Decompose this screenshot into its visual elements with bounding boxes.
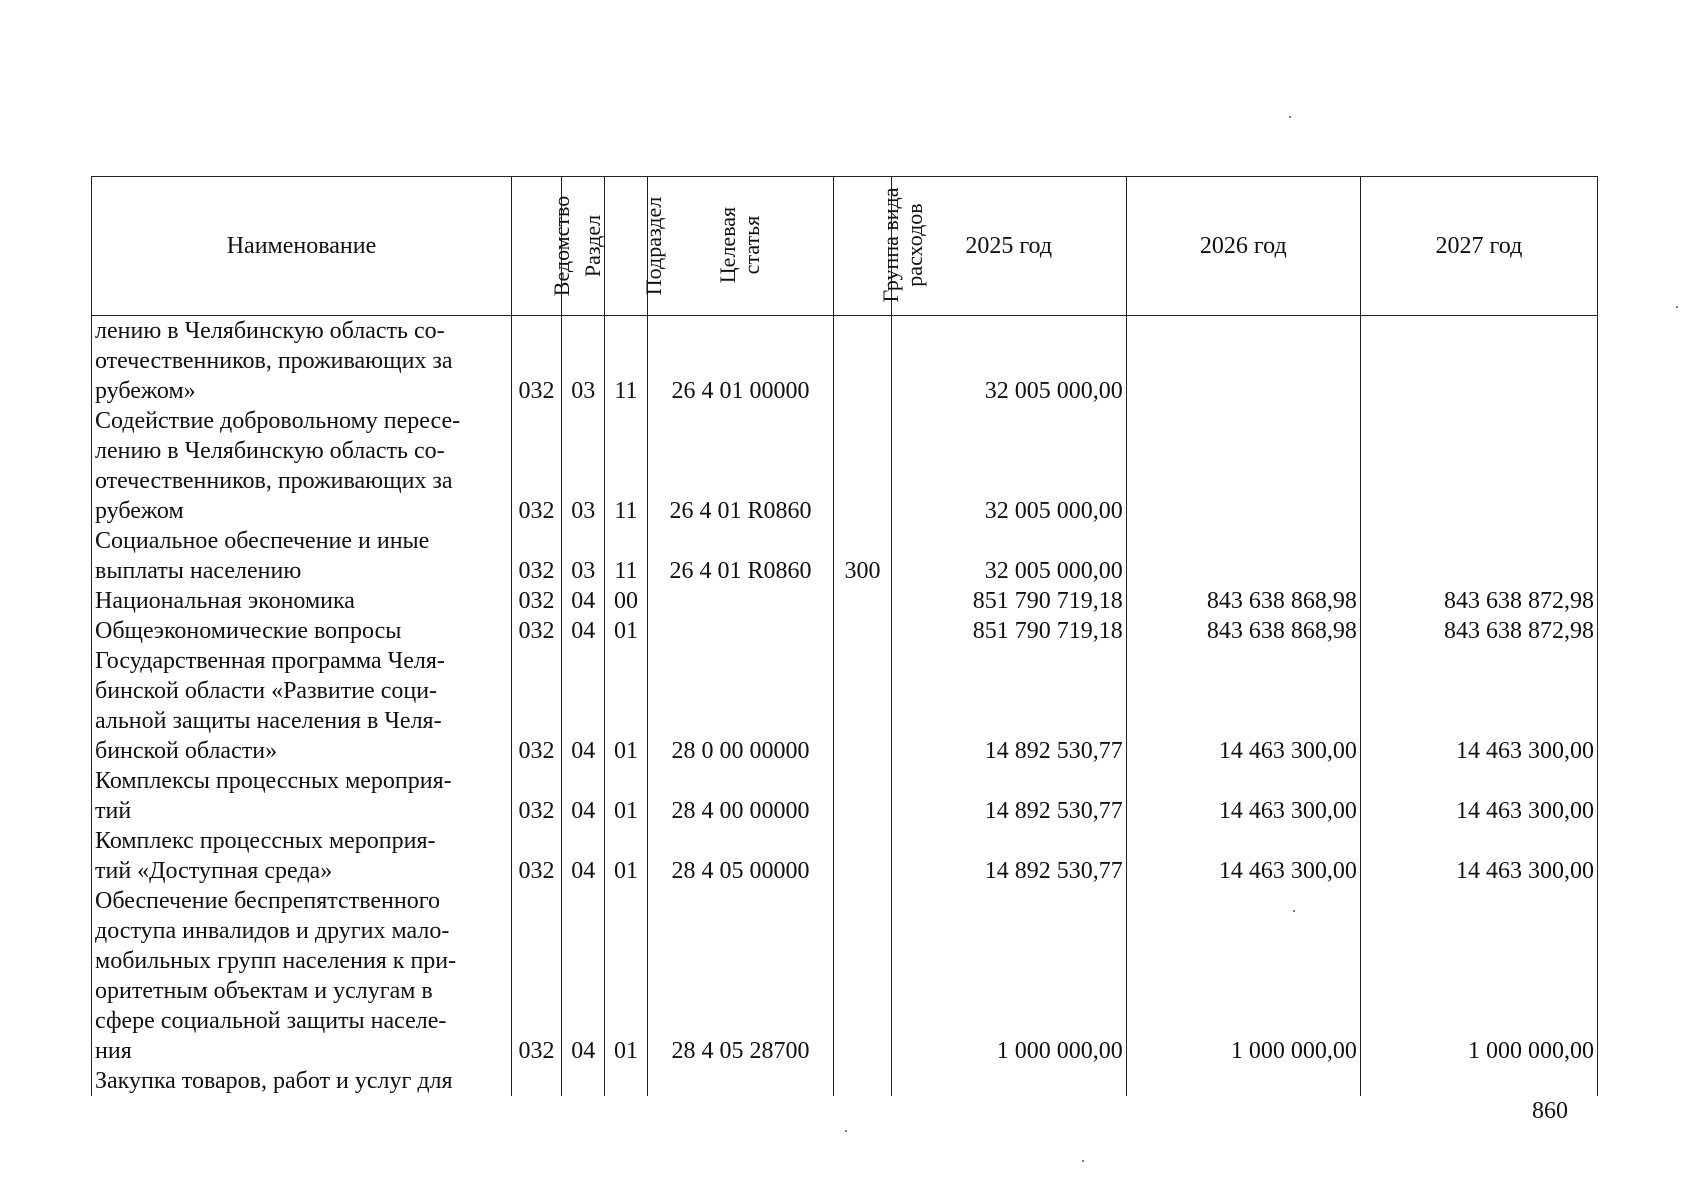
header-row (92, 177, 1598, 316)
cell-podrazdel: 11 (605, 406, 647, 526)
header-podrazdel: Подраздел (605, 177, 647, 316)
cell-target-article (647, 586, 834, 616)
table-row (92, 766, 1598, 826)
header-year-2025: 2025 год (891, 177, 1126, 316)
cell-podrazdel: 01 (605, 886, 647, 1066)
cell-vedomstvo: 032 (511, 316, 561, 407)
cell-target-article (647, 616, 834, 646)
cell-razdel: 03 (562, 406, 605, 526)
cell-2027 (1360, 316, 1597, 407)
cell-2025: 14 892 530,77 (891, 766, 1126, 826)
cell-razdel: 04 (562, 766, 605, 826)
cell-2026 (1126, 526, 1360, 586)
header-target-article: Целевая статья (647, 177, 834, 316)
cell-podrazdel: 00 (605, 586, 647, 616)
table-row (92, 646, 1598, 766)
table-row (92, 826, 1598, 886)
cell-2027: 1 000 000,00 (1360, 886, 1597, 1066)
cell-expense-group (834, 1066, 891, 1096)
cell-2026 (1126, 406, 1360, 526)
table-row (92, 586, 1598, 616)
cell-vedomstvo: 032 (511, 616, 561, 646)
header-name: Наименование (92, 177, 512, 316)
cell-vedomstvo: 032 (511, 586, 561, 616)
scan-speck (1082, 1160, 1084, 1162)
cell-target-article: 26 4 01 00000 (647, 316, 834, 407)
cell-razdel: 04 (562, 646, 605, 766)
header-year-2026: 2026 год (1126, 177, 1360, 316)
cell-expense-group (834, 886, 891, 1066)
cell-2026: 14 463 300,00 (1126, 646, 1360, 766)
cell-target-article: 28 4 00 00000 (647, 766, 834, 826)
cell-2026: 843 638 868,98 (1126, 616, 1360, 646)
cell-2027 (1360, 526, 1597, 586)
cell-2025: 851 790 719,18 (891, 586, 1126, 616)
cell-vedomstvo: 032 (511, 826, 561, 886)
cell-vedomstvo: 032 (511, 766, 561, 826)
scan-speck (845, 1130, 847, 1132)
cell-podrazdel (605, 1066, 647, 1096)
cell-2027: 843 638 872,98 (1360, 586, 1597, 616)
cell-2025: 32 005 000,00 (891, 526, 1126, 586)
table-row (92, 886, 1598, 1066)
cell-podrazdel: 01 (605, 616, 647, 646)
cell-2026: 843 638 868,98 (1126, 586, 1360, 616)
table-row (92, 616, 1598, 646)
cell-razdel: 04 (562, 586, 605, 616)
cell-target-article (647, 1066, 834, 1096)
scan-speck (1289, 116, 1291, 118)
cell-name: Комплексы процессных мероприя- тий (92, 766, 512, 826)
cell-razdel: 04 (562, 886, 605, 1066)
cell-razdel: 03 (562, 526, 605, 586)
cell-podrazdel: 11 (605, 316, 647, 407)
page-number: 860 (1532, 1098, 1568, 1124)
cell-expense-group (834, 766, 891, 826)
cell-razdel: 04 (562, 616, 605, 646)
cell-name: Государственная программа Челя- бинской области «Развитие соци- альной защиты населения в Челя- бинской области» (92, 646, 512, 766)
cell-expense-group (834, 646, 891, 766)
cell-2025: 32 005 000,00 (891, 406, 1126, 526)
cell-vedomstvo: 032 (511, 406, 561, 526)
cell-name: Национальная экономика (92, 586, 512, 616)
cell-2026: 14 463 300,00 (1126, 826, 1360, 886)
cell-target-article: 26 4 01 R0860 (647, 526, 834, 586)
cell-2027: 843 638 872,98 (1360, 616, 1597, 646)
cell-2025: 14 892 530,77 (891, 646, 1126, 766)
cell-2027: 14 463 300,00 (1360, 766, 1597, 826)
cell-name: Общеэкономические вопросы (92, 616, 512, 646)
header-year-2027: 2027 год (1360, 177, 1597, 316)
cell-name: Комплекс процессных мероприя- тий «Доступная среда» (92, 826, 512, 886)
cell-2026 (1126, 1066, 1360, 1096)
cell-2027: 14 463 300,00 (1360, 826, 1597, 886)
cell-name: лению в Челябинскую область со- отечественников, проживающих за рубежом» (92, 316, 512, 407)
scan-speck (1293, 910, 1295, 912)
cell-expense-group: 300 (834, 526, 891, 586)
cell-2026: 14 463 300,00 (1126, 766, 1360, 826)
cell-razdel (562, 1066, 605, 1096)
cell-target-article: 28 4 05 28700 (647, 886, 834, 1066)
cell-name: Обеспечение беспрепятственного доступа инвалидов и других мало- мобильных групп населения к при- оритетным объектам и услугам в сфере социальной защиты населе- ния (92, 886, 512, 1066)
cell-2026 (1126, 316, 1360, 407)
cell-podrazdel: 01 (605, 766, 647, 826)
table-row (92, 526, 1598, 586)
table-row (92, 406, 1598, 526)
cell-expense-group (834, 586, 891, 616)
cell-name: Социальное обеспечение и иные выплаты населению (92, 526, 512, 586)
scan-speck (1676, 306, 1678, 308)
cell-podrazdel: 01 (605, 646, 647, 766)
cell-2025: 851 790 719,18 (891, 616, 1126, 646)
cell-vedomstvo (511, 1066, 561, 1096)
cell-name: Содействие добровольному пересе- лению в Челябинскую область со- отечественников, проживающих за рубежом (92, 406, 512, 526)
cell-2025: 1 000 000,00 (891, 886, 1126, 1066)
cell-vedomstvo: 032 (511, 646, 561, 766)
cell-expense-group (834, 316, 891, 407)
table-body (92, 316, 1598, 1097)
cell-expense-group (834, 826, 891, 886)
cell-podrazdel: 11 (605, 526, 647, 586)
cell-razdel: 04 (562, 826, 605, 886)
cell-2027 (1360, 406, 1597, 526)
budget-table (91, 176, 1598, 1096)
cell-vedomstvo: 032 (511, 526, 561, 586)
cell-target-article: 26 4 01 R0860 (647, 406, 834, 526)
cell-target-article: 28 0 00 00000 (647, 646, 834, 766)
cell-expense-group (834, 406, 891, 526)
cell-2027 (1360, 1066, 1597, 1096)
table-row (92, 1066, 1598, 1096)
cell-target-article: 28 4 05 00000 (647, 826, 834, 886)
header-vedomstvo: Ведомство (511, 177, 561, 316)
header-razdel: Раздел (562, 177, 605, 316)
cell-podrazdel: 01 (605, 826, 647, 886)
cell-vedomstvo: 032 (511, 886, 561, 1066)
cell-razdel: 03 (562, 316, 605, 407)
cell-2025: 14 892 530,77 (891, 826, 1126, 886)
cell-2025: 32 005 000,00 (891, 316, 1126, 407)
cell-expense-group (834, 616, 891, 646)
cell-2025 (891, 1066, 1126, 1096)
table-row (92, 316, 1598, 407)
cell-name: Закупка товаров, работ и услуг для (92, 1066, 512, 1096)
cell-2027: 14 463 300,00 (1360, 646, 1597, 766)
cell-2026: 1 000 000,00 (1126, 886, 1360, 1066)
header-expense-group: Группа вида расходов (834, 177, 891, 316)
